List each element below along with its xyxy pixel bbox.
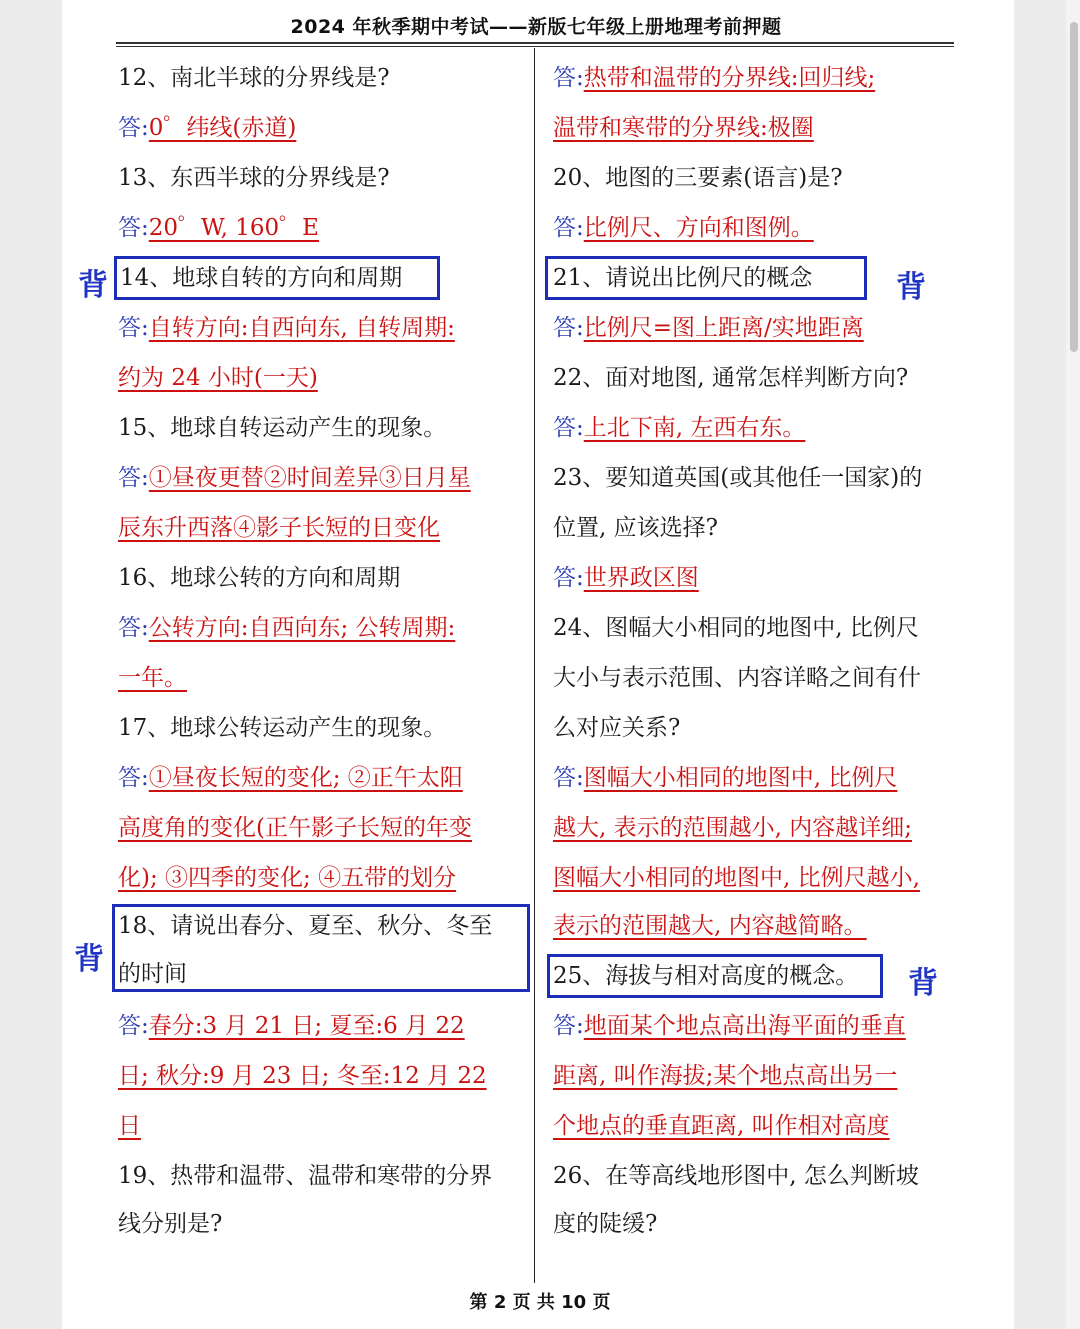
question-18-cont: 的时间 — [118, 961, 187, 987]
question-22: 22、面对地图, 通常怎样判断方向? — [553, 365, 909, 391]
header-rule-thin — [116, 46, 954, 47]
question-14: 14、地球自转的方向和周期 — [120, 265, 403, 291]
question-19-cont: 线分别是? — [118, 1211, 223, 1237]
memorize-mark: 背 — [78, 268, 108, 303]
answer-text: 图幅大小相同的地图中, 比例尺 — [583, 765, 898, 791]
answer-17-cont2 — [118, 858, 456, 898]
answer-25-cont — [553, 1056, 897, 1096]
question-23-cont: 位置, 应该选择? — [553, 515, 718, 541]
answer-24-cont2 — [553, 858, 920, 898]
answer-text: 自转方向:自西向东, 自转周期: — [148, 315, 455, 341]
answer-24 — [553, 758, 897, 798]
answer-label: 答: — [118, 465, 149, 491]
question-26-cont: 度的陡缓? — [553, 1211, 658, 1237]
answer-16 — [118, 608, 455, 648]
question-23: 23、要知道英国(或其他任一国家)的 — [553, 465, 923, 491]
answer-24-cont3 — [553, 906, 867, 946]
answer-label: 答: — [553, 315, 584, 341]
answer-label: 答: — [118, 1013, 149, 1039]
answer-text: 个地点的垂直距离, 叫作相对高度 — [553, 1113, 890, 1139]
answer-text: 化); ③四季的变化; ④五带的划分 — [118, 865, 457, 891]
answer-label: 答: — [118, 215, 149, 241]
question-21: 21、请说出比例尺的概念 — [553, 265, 813, 291]
answer-text: 表示的范围越大, 内容越简略。 — [553, 913, 867, 939]
answer-25-cont2 — [553, 1106, 890, 1146]
question-26: 26、在等高线地形图中, 怎么判断坡 — [553, 1163, 919, 1189]
answer-21 — [553, 308, 864, 348]
question-20: 20、地图的三要素(语言)是? — [553, 165, 843, 191]
answer-19-cont — [553, 108, 814, 148]
answer-text: 一年。 — [118, 665, 187, 691]
page-title: 2024 年秋季期中考试——新版七年级上册地理考前押题 — [290, 16, 782, 38]
question-16: 16、地球公转的方向和周期 — [118, 565, 401, 591]
answer-label: 答: — [553, 215, 584, 241]
answer-text: 上北下南, 左西右东。 — [583, 415, 806, 441]
memorize-mark: 背 — [74, 942, 104, 977]
answer-14 — [118, 308, 455, 348]
answer-14-cont — [118, 358, 318, 398]
answer-text: 比例尺、方向和图例。 — [583, 215, 814, 241]
scrollbar[interactable] — [1066, 0, 1080, 1329]
answer-19 — [553, 58, 875, 98]
answer-label: 答: — [118, 765, 149, 791]
answer-text: 日 — [118, 1113, 141, 1139]
answer-text: 20゜W, 160゜E — [148, 215, 319, 241]
answer-text: 越大, 表示的范围越小, 内容越详细; — [553, 815, 912, 841]
answer-label: 答: — [118, 315, 149, 341]
answer-text: 热带和温带的分界线:回归线; — [583, 65, 876, 91]
answer-20 — [553, 208, 814, 248]
column-divider — [534, 48, 535, 1283]
answer-18 — [118, 1006, 465, 1046]
answer-text: ①昼夜更替②时间差异③日月星 — [148, 465, 471, 491]
answer-text: 约为 24 小时(一天) — [118, 365, 318, 391]
scrollbar-thumb[interactable] — [1070, 22, 1078, 352]
answer-text: 0゜纬线(赤道) — [148, 115, 297, 141]
question-24-cont: 大小与表示范围、内容详略之间有什 — [553, 665, 921, 691]
answer-text: ①昼夜长短的变化; ②正午太阳 — [148, 765, 463, 791]
answer-text: 辰东升西落④影子长短的日变化 — [118, 515, 440, 541]
question-18: 18、请说出春分、夏至、秋分、冬至 — [118, 913, 493, 939]
answer-label: 答: — [553, 65, 584, 91]
answer-text: 日; 秋分:9 月 23 日; 冬至:12 月 22 — [118, 1063, 487, 1089]
answer-17 — [118, 758, 463, 798]
answer-16-cont — [118, 658, 187, 698]
answer-label: 答: — [553, 1013, 584, 1039]
answer-label: 答: — [553, 565, 584, 591]
answer-17-cont — [118, 808, 472, 848]
answer-18-cont2 — [118, 1106, 141, 1146]
header-rule — [116, 42, 954, 44]
question-19: 19、热带和温带、温带和寒带的分界 — [118, 1163, 493, 1189]
question-17: 17、地球公转运动产生的现象。 — [118, 715, 447, 741]
answer-15 — [118, 458, 471, 498]
answer-text: 地面某个地点高出海平面的垂直 — [583, 1013, 906, 1039]
question-24-cont2: 么对应关系? — [553, 715, 681, 741]
answer-text: 公转方向:自西向东; 公转周期: — [148, 615, 456, 641]
answer-text: 距离, 叫作海拔;某个地点高出另一 — [553, 1063, 898, 1089]
answer-12 — [118, 108, 296, 148]
answer-text: 温带和寒带的分界线:极圈 — [553, 115, 814, 141]
page-number: 第 2 页 共 10 页 — [469, 1292, 611, 1313]
answer-text: 比例尺=图上距离/实地距离 — [583, 315, 864, 341]
answer-label: 答: — [553, 765, 584, 791]
answer-18-cont — [118, 1056, 487, 1096]
memorize-mark: 背 — [896, 270, 926, 305]
answer-25 — [553, 1006, 906, 1046]
question-13: 13、东西半球的分界线是? — [118, 165, 390, 191]
answer-text: 春分:3 月 21 日; 夏至:6 月 22 — [148, 1013, 465, 1039]
answer-24-cont — [553, 808, 912, 848]
question-15: 15、地球自转运动产生的现象。 — [118, 415, 447, 441]
answer-label: 答: — [553, 415, 584, 441]
answer-text: 高度角的变化(正午影子长短的年变 — [118, 815, 472, 841]
answer-text: 世界政区图 — [583, 565, 699, 591]
answer-label: 答: — [118, 115, 149, 141]
answer-13 — [118, 208, 319, 248]
answer-23 — [553, 558, 699, 598]
memorize-mark: 背 — [908, 966, 938, 1001]
question-25: 25、海拔与相对高度的概念。 — [553, 963, 859, 989]
question-24: 24、图幅大小相同的地图中, 比例尺 — [553, 615, 919, 641]
answer-15-cont — [118, 508, 440, 548]
question-12: 12、南北半球的分界线是? — [118, 65, 390, 91]
answer-22 — [553, 408, 805, 448]
answer-label: 答: — [118, 615, 149, 641]
answer-text: 图幅大小相同的地图中, 比例尺越小, — [553, 865, 920, 891]
